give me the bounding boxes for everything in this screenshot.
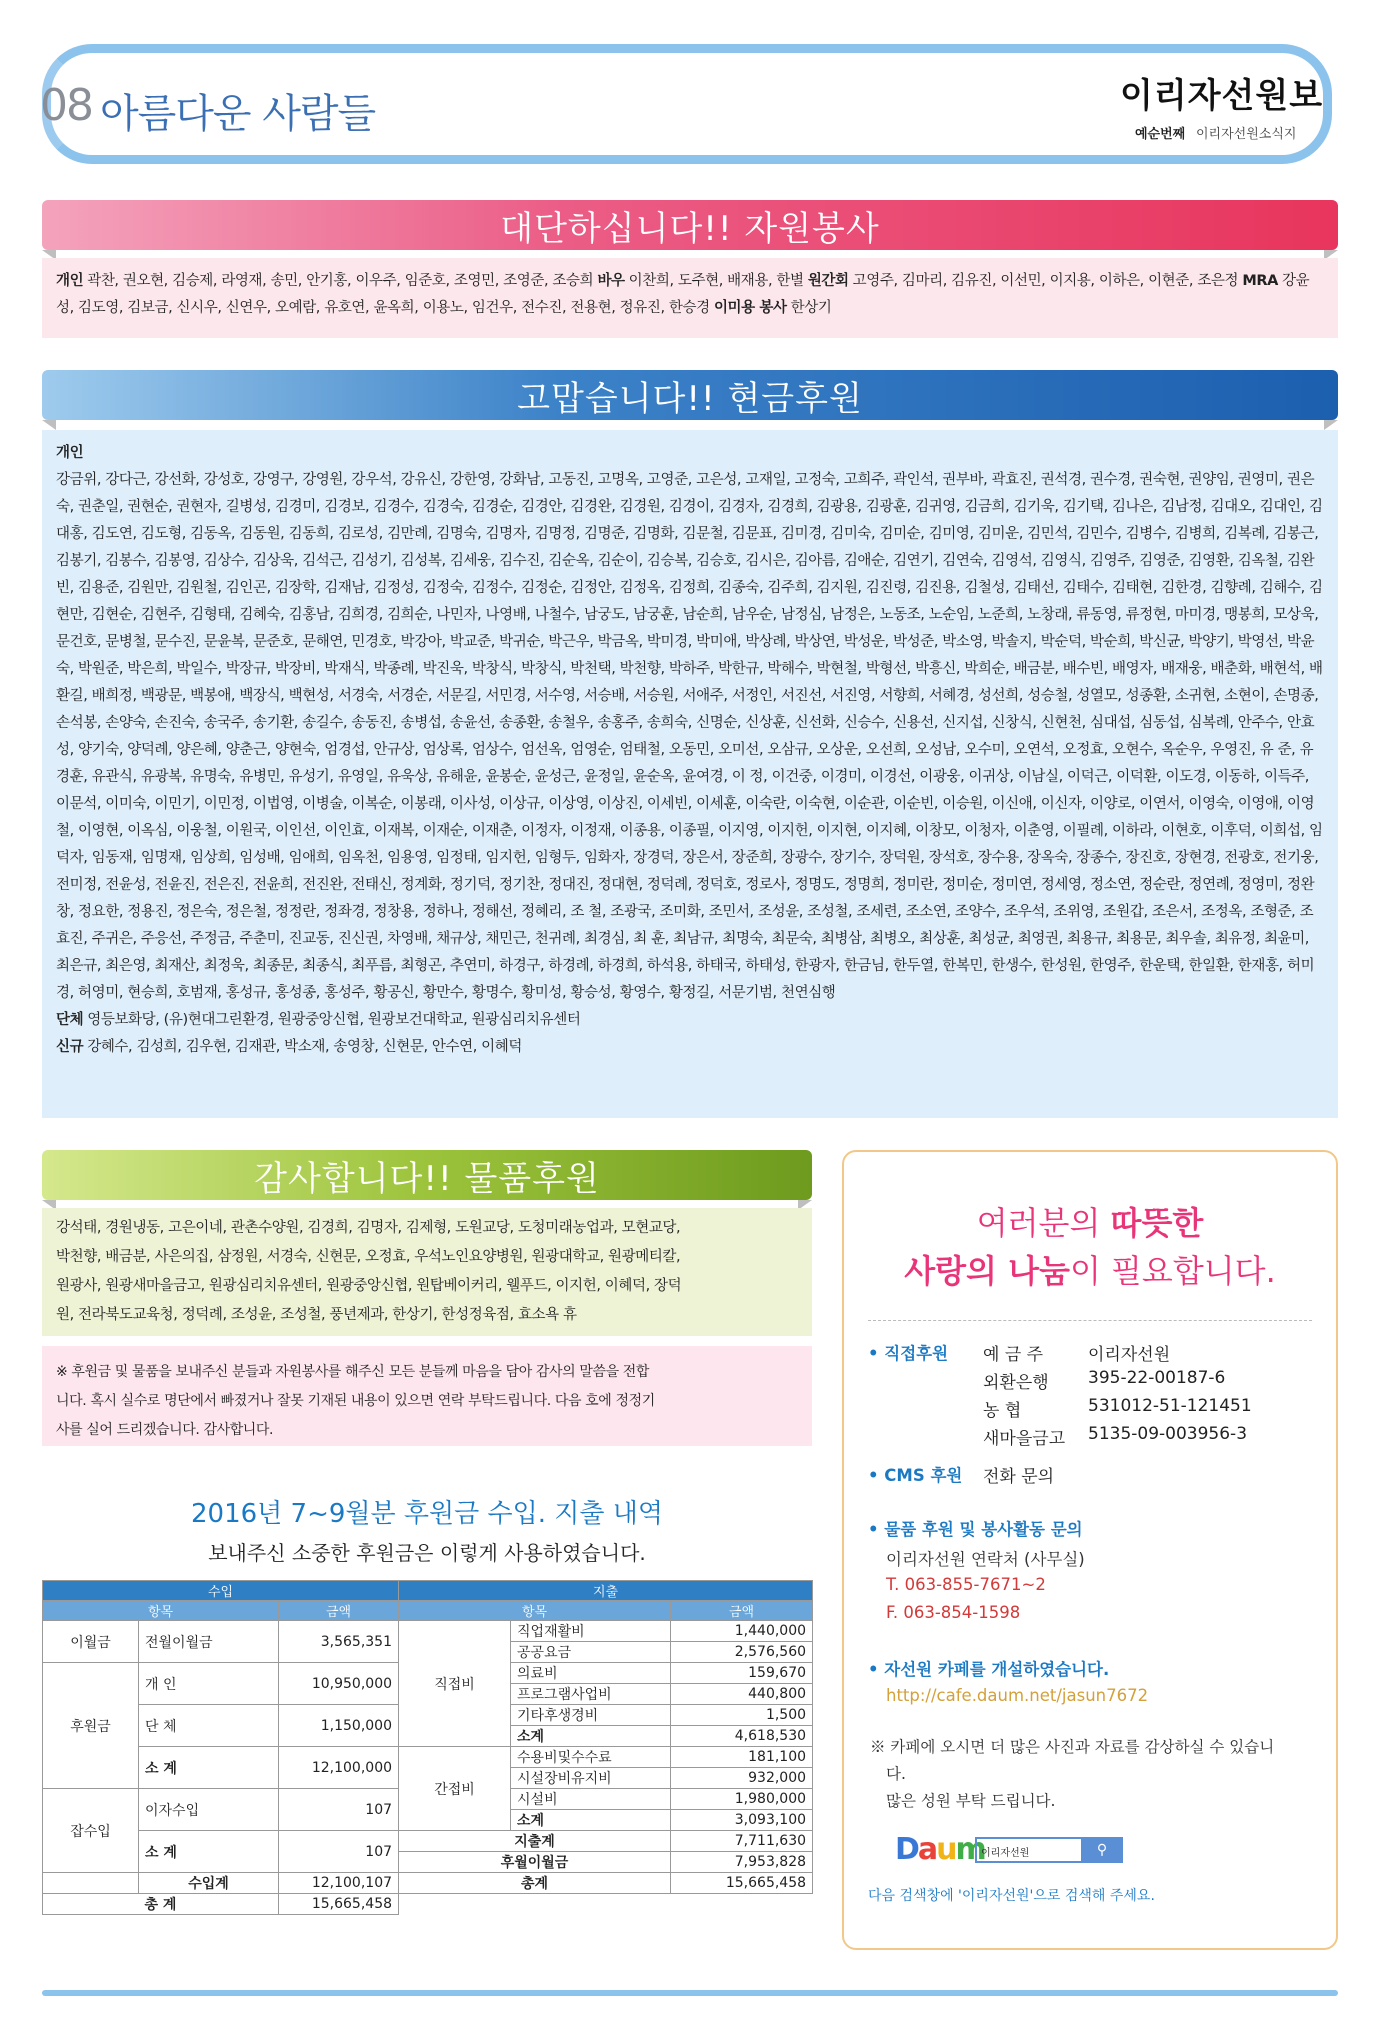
- bank-name: 농 협: [983, 1401, 1022, 1421]
- income-category: 잡수입: [43, 1789, 139, 1873]
- expense-amount: 181,100: [671, 1747, 813, 1768]
- income-item: 이자수입: [139, 1789, 279, 1831]
- expense-total-item: 지출계: [399, 1831, 671, 1852]
- expense-total-amount: 7,711,630: [671, 1831, 813, 1852]
- expense-header: 지출: [399, 1581, 813, 1601]
- expense-grand-total-amount: 15,665,458: [671, 1873, 813, 1894]
- notice-line: 니다. 혹시 실수로 명단에서 빠졌거나 잘못 기재된 내용이 있으면 연락 부탁드립니다. 다음 호에 정정기: [56, 1393, 655, 1409]
- cms-donation-label: • CMS 후원: [868, 1466, 963, 1485]
- bank-account: 531012-51-121451: [1088, 1396, 1252, 1416]
- income-amount: 10,950,000: [279, 1663, 399, 1705]
- volunteer-group-names: 곽찬, 권오현, 김승제, 라영재, 송민, 안기홍, 이우주, 임준호, 조영민, 조영준, 조승희: [87, 273, 594, 289]
- expense-subtotal-amount: 3,093,100: [671, 1810, 813, 1831]
- goods-panel: [42, 1208, 812, 1336]
- expense-amount: 1,440,000: [671, 1621, 813, 1642]
- cash-panel: [42, 430, 1338, 1118]
- finance-title: 2016년 7~9월분 후원금 수입. 지출 내역: [190, 1499, 664, 1529]
- expense-item: 직업재활비: [511, 1621, 671, 1642]
- expense-item: 기타후생경비: [511, 1705, 671, 1726]
- newsletter-logo: 이리자선원보: [1120, 76, 1324, 116]
- income-subtotal-amount: 12,100,000: [279, 1747, 399, 1789]
- headline-text: 여러분의: [976, 1204, 1111, 1242]
- income-subtotal-amount: 107: [279, 1831, 399, 1873]
- income-amount-header: 금액: [279, 1601, 399, 1621]
- volunteer-group-label: MRA: [1242, 273, 1278, 289]
- daum-logo: Daum: [895, 1832, 985, 1867]
- expense-item: 공공요금: [511, 1642, 671, 1663]
- goods-title: 감사합니다!! 물품후원: [254, 1158, 600, 1199]
- income-amount: 107: [279, 1789, 399, 1831]
- expense-amount: 1,500: [671, 1705, 813, 1726]
- search-value: 이리자선원: [981, 1848, 1030, 1859]
- expense-item: 수용비및수수료: [511, 1747, 671, 1768]
- cash-new-names: 강혜수, 김성희, 김우현, 김재관, 박소재, 송영창, 신현문, 안수연, 이혜덕: [87, 1039, 522, 1055]
- expense-item: 프로그램사업비: [511, 1684, 671, 1705]
- goods-inquiry-label: • 물품 후원 및 봉사활동 문의: [868, 1520, 1083, 1539]
- footer-line: [42, 1990, 1338, 1996]
- issue-number: 예순번째: [1135, 127, 1186, 142]
- direct-donation-label: • 직접후원: [868, 1344, 949, 1363]
- volunteer-group-label: 개인: [56, 273, 84, 289]
- volunteer-group-label: 바우: [597, 273, 625, 289]
- income-grand-total-amount: 15,665,458: [279, 1894, 399, 1915]
- cash-ribbon: [42, 370, 1338, 420]
- income-header: 수입: [43, 1581, 399, 1601]
- telephone: T. 063-855-7671~2: [886, 1575, 1046, 1594]
- search-hint: 다음 검색창에 '이리자선원'으로 검색해 주세요.: [868, 1888, 1155, 1904]
- daum-search-button[interactable]: [1081, 1837, 1123, 1863]
- cafe-url-link[interactable]: http://cafe.daum.net/jasun7672: [886, 1686, 1149, 1705]
- goods-ribbon: [42, 1150, 812, 1200]
- notice-line: 사를 실어 드리겠습니다. 감사합니다.: [56, 1422, 274, 1438]
- expense-amount: 159,670: [671, 1663, 813, 1684]
- income-subtotal-item: 소 계: [139, 1747, 279, 1789]
- volunteer-panel: [42, 258, 1338, 338]
- cafe-note: 다.: [886, 1765, 906, 1783]
- finance-table: [42, 1580, 813, 1915]
- volunteer-group-names: 고영주, 김마리, 김유진, 이선민, 이지용, 이하은, 이현준, 조은정: [852, 273, 1239, 289]
- next-carry-amount: 7,953,828: [671, 1852, 813, 1873]
- cash-individual-names: 강금위, 강다근, 강선화, 강성호, 강영구, 강영원, 강우석, 강유신, 강한영, 강화남, 고동진, 고명옥, 고영준, 고은성, 고재일, 고정숙, 고희주, 곽인석, 권부바, 곽효진, 권석경, 권수경, 권숙현, 권양임, 권영미, 권은숙, 권춘일, 권현순, 권현자, 길병성, 김경미, 김경보, 김경수, 김경숙, 김경순, 김경안, 김경완, 김경원, 김경이, 김경자, 김경희, 김광용, 김광훈, 김귀영, 김금희, 김기욱, 김기택, 김나은, 김남정, 김대오, 김대인, 김대홍, 김도연, 김도형, 김동옥, 김동원, 김동희, 김로성, 김만례, 김명숙, 김명자, 김명정, 김명준, 김명화, 김문철, 김문표, 김미경, 김미숙, 김미순, 김미영, 김미운, 김민석, 김민수, 김병수, 김병희, 김복례, 김봉근, 김봉기, 김봉수, 김봉영, 김상수, 김상욱, 김석근, 김성기, 김성복, 김세웅, 김수진, 김순옥, 김순이, 김승복, 김승호, 김시은, 김아름, 김애순, 김연기, 김연숙, 김영석, 김영식, 김영주, 김영준, 김영환, 김옥철, 김완빈, 김용준, 김원만, 김원철, 김인곤, 김장학, 김재남, 김정성, 김정숙, 김정수, 김정순, 김정안, 김정옥, 김정희, 김종숙, 김주희, 김지원, 김진령, 김진용, 김철성, 김태선, 김태수, 김태현, 김한경, 김향례, 김해수, 김현만, 김현순, 김현주, 김형태, 김혜숙, 김홍남, 김희경, 김희순, 나민자, 나영배, 나철수, 남궁도, 남궁훈, 남순희, 남우순, 남정심, 남정은, 노동조, 노순임, 노준희, 노창래, 류동영, 류정현, 마미경, 맹봉희, 모상욱, 문건호, 문병철, 문수진, 문윤복, 문준호, 문해연, 민경호, 박강아, 박교준, 박귀순, 박근우, 박금옥, 박미경, 박미애, 박상례, 박상연, 박성운, 박성준, 박소영, 박솔지, 박순덕, 박순희, 박신균, 박양기, 박영선, 박윤숙, 박원준, 박은희, 박일수, 박장규, 박장비, 박재식, 박종례, 박진욱, 박창식, 박창식, 박천택, 박천향, 박하주, 박한규, 박해수, 박현철, 박형선, 박흥신, 박희순, 배금분, 배수빈, 배영자, 배재웅, 배춘화, 배현석, 배환길, 배희정, 백광문, 백봉애, 백장식, 백현성, 서경숙, 서경순, 서문길, 서민경, 서수영, 서승배, 서승원, 서애주, 서정인, 서진선, 서진영, 서향희, 서혜경, 성선희, 성승철, 성열모, 성종환, 소귀현, 소현이, 손명종, 손석봉, 손양숙, 손진숙, 송국주, 송기환, 송길수, 송동진, 송병섭, 송윤선, 송종환, 송철우, 송홍주, 송희숙, 신명순, 신상훈, 신선화, 신승수, 신용선, 신지섭, 신창식, 신현천, 심대섭, 심동섭, 심복례, 안주수, 안효성, 양기숙, 양덕례, 양은혜, 양춘근, 양현숙, 엄경섭, 안규상, 엄상록, 엄상수, 엄선옥, 엄영순, 엄태철, 오동민, 오미선, 오삼규, 오상운, 오선희, 오성남, 오수미, 오연석, 오정효, 오현수, 옥순우, 우영진, 유 준, 유경훈, 유관식, 유광복, 유명숙, 유병민, 유성기, 유영일, 유욱상, 유해윤, 윤봉순, 윤성근, 윤정일, 윤순옥, 윤여경, 이 정, 이건중, 이경미, 이경선, 이광웅, 이귀상, 이남실, 이덕근, 이덕환, 이도경, 이동하, 이득주, 이문석, 이미숙, 이민기, 이민정, 이법영, 이병술, 이복순, 이봉래, 이사성, 이상규, 이상영, 이상진, 이세빈, 이세훈, 이숙란, 이숙현, 이순관, 이순빈, 이승원, 이신애, 이신자, 이양로, 이연서, 이영숙, 이영애, 이영철, 이영현, 이옥심, 이웅철, 이원국, 이인선, 이인효, 이재복, 이재순, 이재춘, 이정자, 이정재, 이종용, 이종필, 이지영, 이지헌, 이지현, 이지혜, 이창모, 이청자, 이춘영, 이필례, 이하라, 이현호, 이후덕, 이희섭, 임덕자, 임동재, 임명재, 임상희, 임성배, 임애희, 임옥천, 임용영, 임정태, 임지헌, 임형두, 임화자, 장경덕, 장은서, 장준희, 장광수, 장기수, 장덕원, 장석호, 장수용, 장옥숙, 장종수, 장진호, 장현경, 전광호, 전기웅, 전미정, 전윤성, 전윤진, 전은진, 전윤희, 전진완, 전태신, 정계화, 정기덕, 정기찬, 정대진, 정대현, 정덕례, 정덕호, 정로사, 정명도, 정명희, 정미란, 정미순, 정미연, 정세영, 정소연, 정순란, 정연례, 정영미, 정완창, 정요한, 정용진, 정은숙, 정은철, 정정란, 정좌경, 정창용, 정하나, 정해선, 정혜리, 조 철, 조광국, 조미화, 조민서, 조성윤, 조성철, 조세련, 조소연, 조양수, 조우석, 조위영, 조원갑, 조은서, 조정옥, 조형준, 조효진, 주귀은, 주응선, 주정금, 주춘미, 진교동, 진신권, 차영배, 채규상, 채민근, 천귀례, 최경심, 최 훈, 최남규, 최명숙, 최문숙, 최병삼, 최병오, 최상훈, 최성균, 최영권, 최용규, 최용문, 최우솔, 최유정, 최윤미, 최은규, 최은영, 최재산, 최정욱, 최종문, 최종식, 최푸름, 최형곤, 추연미, 하경구, 하경례, 하경희, 하석용, 하태국, 하태성, 한광자, 한금님, 한두열, 한복민, 한생수, 한성원, 한영주, 한운택, 한일환, 한재홍, 허미경, 허영미, 현승희, 호범재, 홍성규, 홍성종, 홍성주, 황공신, 황만수, 황명수, 황미성, 황승성, 황영수, 황정길, 서문기범, 천연심행: [56, 472, 1323, 1001]
- expense-item: 의료비: [511, 1663, 671, 1684]
- expense-category: 간접비: [399, 1747, 511, 1831]
- expense-category: 직접비: [399, 1621, 511, 1747]
- expense-amount: 2,576,560: [671, 1642, 813, 1663]
- goods-line: 원, 전라북도교육청, 정덕례, 조성윤, 조성철, 풍년제과, 한상기, 한성정육점, 효소욕 휴: [56, 1307, 577, 1323]
- donation-headline-2: [842, 1246, 1338, 1292]
- contact-label: 이리자선원 연락처 (사무실): [886, 1550, 1085, 1569]
- income-item: 개 인: [139, 1663, 279, 1705]
- account-holder-value: 이리자선원: [1088, 1345, 1171, 1365]
- expense-item-header: 항목: [399, 1601, 671, 1621]
- volunteer-group-names: 한상기: [790, 300, 832, 316]
- cash-group-label: 단체: [56, 1012, 84, 1028]
- income-amount: 1,150,000: [279, 1705, 399, 1747]
- expense-amount: 440,800: [671, 1684, 813, 1705]
- expense-subtotal-item: 소계: [511, 1810, 671, 1831]
- divider: [868, 1320, 1312, 1321]
- volunteer-group-label: 이미용 봉사: [713, 300, 787, 316]
- expense-amount-header: 금액: [671, 1601, 813, 1621]
- expense-item: 시설비: [511, 1789, 671, 1810]
- income-total-amount: 12,100,107: [279, 1873, 399, 1894]
- cafe-note: 많은 성원 부탁 드립니다.: [886, 1792, 1056, 1810]
- income-subtotal-item: 소 계: [139, 1831, 279, 1873]
- goods-line: 원광사, 원광새마을금고, 원광심리치유센터, 원광중앙신협, 원탑베이커리, 웰푸드, 이지헌, 이혜덕, 장덕: [56, 1278, 682, 1294]
- bank-name: 외환은행: [983, 1373, 1049, 1393]
- goods-line: 박천향, 배금분, 사은의집, 삼정원, 서경숙, 신현문, 오정효, 우석노인요양병원, 원광대학교, 원광메티칼,: [56, 1249, 681, 1265]
- notice-line: ※ 후원금 및 물품을 보내주신 분들과 자원봉사를 해주신 모든 분들께 마음을 담아 감사의 말씀을 전합: [56, 1364, 649, 1380]
- expense-subtotal-item: 소계: [511, 1726, 671, 1747]
- cafe-note: ※ 카페에 오시면 더 많은 사진과 자료를 감상하실 수 있습니: [870, 1738, 1275, 1756]
- expense-amount: 1,980,000: [671, 1789, 813, 1810]
- notice-panel: [42, 1346, 812, 1446]
- donation-headline-1: [842, 1198, 1338, 1244]
- headline-text: 이 필요합니다.: [1069, 1252, 1276, 1290]
- bank-account: 5135-09-003956-3: [1088, 1424, 1248, 1444]
- page-number: 08: [40, 80, 92, 131]
- headline-bold: 따뜻한: [1110, 1204, 1204, 1242]
- cash-title: 고맙습니다!! 현금후원: [517, 378, 863, 419]
- fax: F. 063-854-1598: [886, 1603, 1021, 1622]
- account-holder-label: 예 금 주: [983, 1345, 1044, 1365]
- income-grand-total-item: 총 계: [43, 1894, 279, 1915]
- newsletter-subtitle: 이리자선원소식지: [1196, 127, 1297, 142]
- income-item: 전월이월금: [139, 1621, 279, 1663]
- finance-subtitle: 보내주신 소중한 후원금은 이렇게 사용하였습니다.: [208, 1541, 646, 1565]
- expense-amount: 932,000: [671, 1768, 813, 1789]
- income-amount: 3,565,351: [279, 1621, 399, 1663]
- expense-grand-total-item: 총계: [399, 1873, 671, 1894]
- income-item-header: 항목: [43, 1601, 279, 1621]
- volunteer-group-label: 원간회: [807, 273, 849, 289]
- volunteer-group-names: 강윤성, 김도영, 김보금, 신시우, 신연우, 오예람, 유호연, 윤옥희, 이용노, 임건우, 전수진, 전용현, 정유진, 한승경: [56, 273, 1310, 316]
- cash-individual-label: 개인: [56, 445, 84, 461]
- cash-new-label: 신규: [56, 1039, 84, 1055]
- search-icon: ⚲: [1096, 1842, 1108, 1858]
- income-total-item: 수입계: [139, 1873, 279, 1894]
- cms-donation-value: 전화 문의: [983, 1467, 1055, 1487]
- cash-group-names: 영등보화당, (유)현대그린환경, 원광중앙신협, 원광보건대학교, 원광심리치유센터: [87, 1012, 581, 1028]
- volunteer-title: 대단하십니다!! 자원봉사: [500, 208, 880, 249]
- income-category: 이월금: [43, 1621, 139, 1663]
- income-category: 후원금: [43, 1663, 139, 1789]
- expense-subtotal-amount: 4,618,530: [671, 1726, 813, 1747]
- volunteer-group-names: 이찬희, 도주현, 배재용, 한별: [628, 273, 804, 289]
- volunteer-ribbon: [42, 200, 1338, 250]
- headline-bold: 사랑의 나눔: [904, 1252, 1070, 1290]
- section-title: 아름다운 사람들: [100, 91, 376, 137]
- bank-name: 새마을금고: [983, 1429, 1066, 1449]
- daum-search-input[interactable]: [975, 1837, 1083, 1863]
- bank-account: 395-22-00187-6: [1088, 1368, 1226, 1388]
- income-item: 단 체: [139, 1705, 279, 1747]
- expense-item: 시설장비유지비: [511, 1768, 671, 1789]
- cafe-label: • 자선원 카페를 개설하였습니다.: [868, 1660, 1110, 1679]
- next-carry-item: 후월이월금: [399, 1852, 671, 1873]
- goods-line: 강석태, 경원냉동, 고은이네, 관촌수양원, 김경희, 김명자, 김제형, 도원교당, 도청미래농업과, 모현교당,: [56, 1220, 681, 1236]
